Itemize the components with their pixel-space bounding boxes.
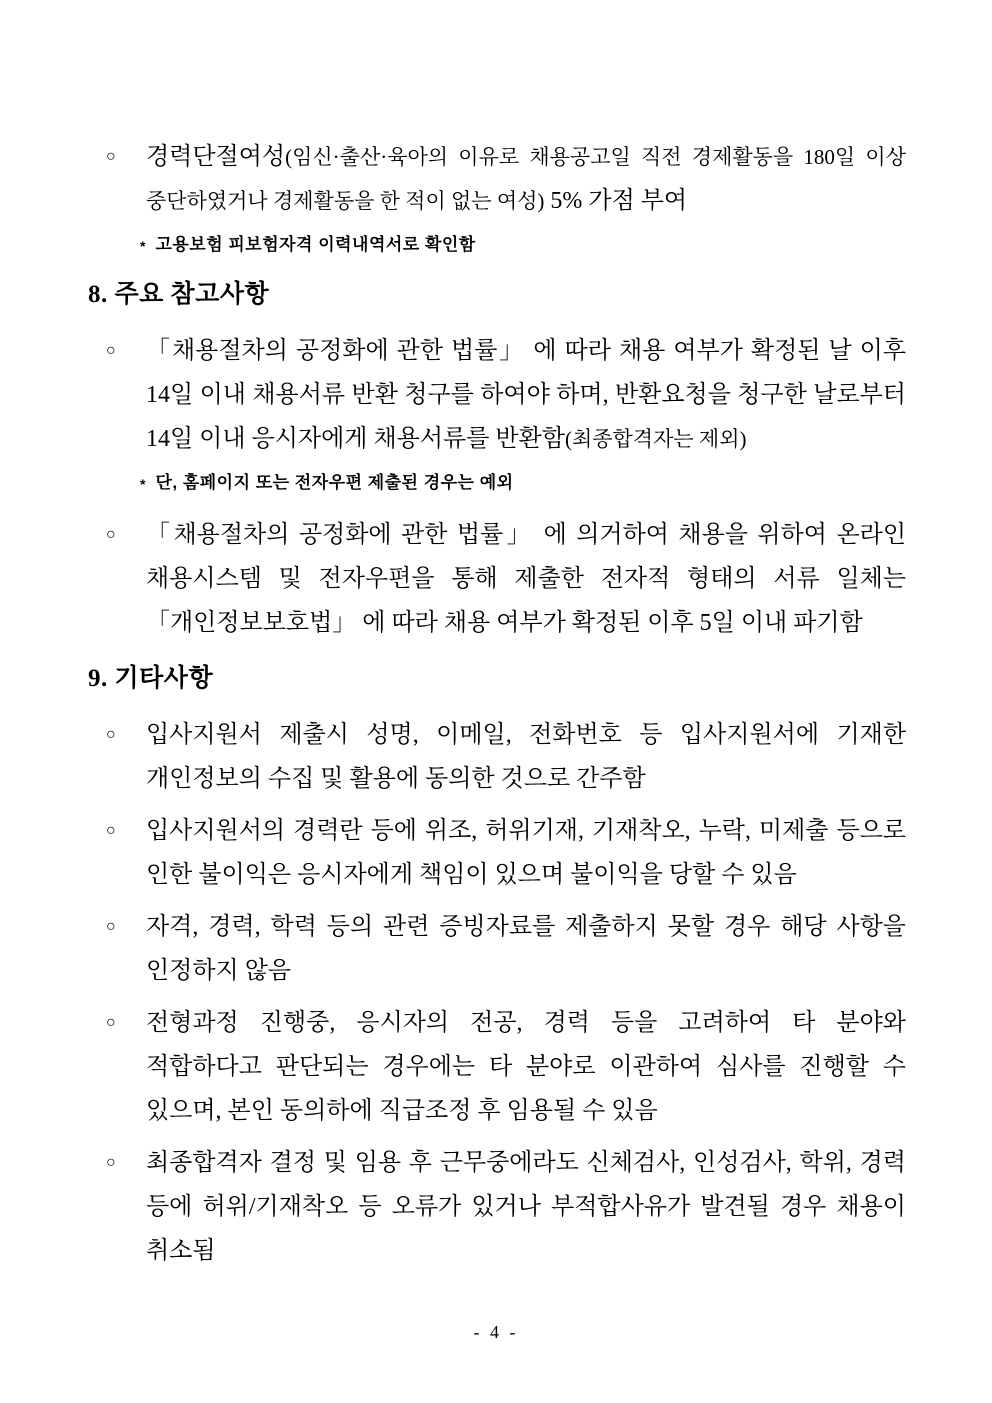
bullet-text bbox=[146, 713, 906, 801]
bullet-marker-icon: ○ bbox=[106, 1014, 116, 1031]
bullet-item bbox=[88, 905, 906, 993]
section-heading: 8. 주요 참고사항 bbox=[88, 281, 270, 308]
footnote-text: 단, 홈페이지 또는 전자우편 제출된 경우는 예외 bbox=[155, 473, 514, 492]
bullet-text-segment: 자격, 경력, 학력 등의 관련 증빙자료를 제출하지 못할 경우 해당 사항을 인정하지 않음 bbox=[146, 914, 906, 984]
bullet-marker-icon: ○ bbox=[106, 726, 116, 743]
bullet-text-segment: (임신·출산·육아의 이유로 채용공고일 직전 경제활동을 180일 이상 중단하였거나 경제활동을 한 적이 없는 여성) bbox=[146, 145, 906, 213]
bullet-text bbox=[146, 513, 906, 645]
bullet-item bbox=[88, 1141, 906, 1273]
bullet-text-segment: 최종합격자 결정 및 임용 후 근무중에라도 신체검사, 인성검사, 학위, 경력 등에 허위/기재착오 등 오류가 있거나 부적합사유가 발견될 경우 채용이 취소됨 bbox=[146, 1150, 906, 1264]
bullet-marker-icon: ○ bbox=[106, 822, 116, 839]
bullet-text-segment: 「채용절차의 공정화에 관한 법률」 에 따라 채용 여부가 확정된 날 이후 14일 이내 채용서류 반환 청구를 하여야 하며, 반환요청을 청구한 날로부터 14일 이내 응시자에게 채용서류를 반환함 bbox=[146, 338, 906, 452]
bullet-text-segment: 전형과정 진행중, 응시자의 전공, 경력 등을 고려하여 타 분야와 적합하다고 판단되는 경우에는 타 분야로 이관하여 심사를 진행할 수 있으며, 본인 동의하에 직급조정 후 임용될 수 있음 bbox=[146, 1010, 906, 1124]
footnote bbox=[88, 469, 906, 499]
asterisk-icon: * bbox=[140, 238, 146, 254]
page-number: - 4 - bbox=[473, 1322, 519, 1342]
bullet-text bbox=[146, 809, 906, 897]
bullet-text bbox=[146, 1001, 906, 1133]
bullet-item bbox=[88, 329, 906, 461]
bullet-item bbox=[88, 135, 906, 223]
bullet-text-segment: 「채용절차의 공정화에 관한 법률」 에 의거하여 채용을 위하여 온라인 채용시스템 및 전자우편을 통해 제출한 전자적 형태의 서류 일체는 「개인정보보호법」 에 따라 채용 여부가 확정된 이후 5일 이내 파기함 bbox=[146, 522, 906, 636]
asterisk-icon: * bbox=[140, 476, 146, 492]
bullet-text-segment: 입사지원서 제출시 성명, 이메일, 전화번호 등 입사지원서에 기재한 개인정보의 수집 및 활용에 동의한 것으로 간주함 bbox=[146, 722, 906, 792]
document-content bbox=[88, 135, 906, 1281]
bullet-text-segment: 입사지원서의 경력란 등에 위조, 허위기재, 기재착오, 누락, 미제출 등으로 인한 불이익은 응시자에게 책임이 있으며 불이익을 당할 수 있음 bbox=[146, 818, 906, 888]
bullet-marker-icon: ○ bbox=[106, 342, 116, 359]
bullet-text-segment: 5% 가점 부여 bbox=[544, 188, 688, 214]
bullet-item bbox=[88, 1001, 906, 1133]
bullet-marker-icon: ○ bbox=[106, 1154, 116, 1171]
page-footer bbox=[0, 1322, 992, 1343]
footnote bbox=[88, 231, 906, 261]
bullet-text bbox=[146, 1141, 906, 1273]
bullet-text-segment: (최종합격자는 제외) bbox=[564, 427, 747, 451]
bullet-item bbox=[88, 513, 906, 645]
bullet-item bbox=[88, 713, 906, 801]
bullet-text bbox=[146, 135, 906, 223]
bullet-item bbox=[88, 809, 906, 897]
bullet-marker-icon: ○ bbox=[106, 918, 116, 935]
section-heading: 9. 기타사항 bbox=[88, 665, 214, 692]
footnote-text: 고용보험 피보험자격 이력내역서로 확인함 bbox=[155, 235, 476, 254]
bullet-marker-icon: ○ bbox=[106, 526, 116, 543]
bullet-text-segment: 경력단절여성 bbox=[146, 144, 286, 170]
bullet-marker-icon: ○ bbox=[106, 148, 116, 165]
bullet-text bbox=[146, 329, 906, 461]
bullet-text bbox=[146, 905, 906, 993]
